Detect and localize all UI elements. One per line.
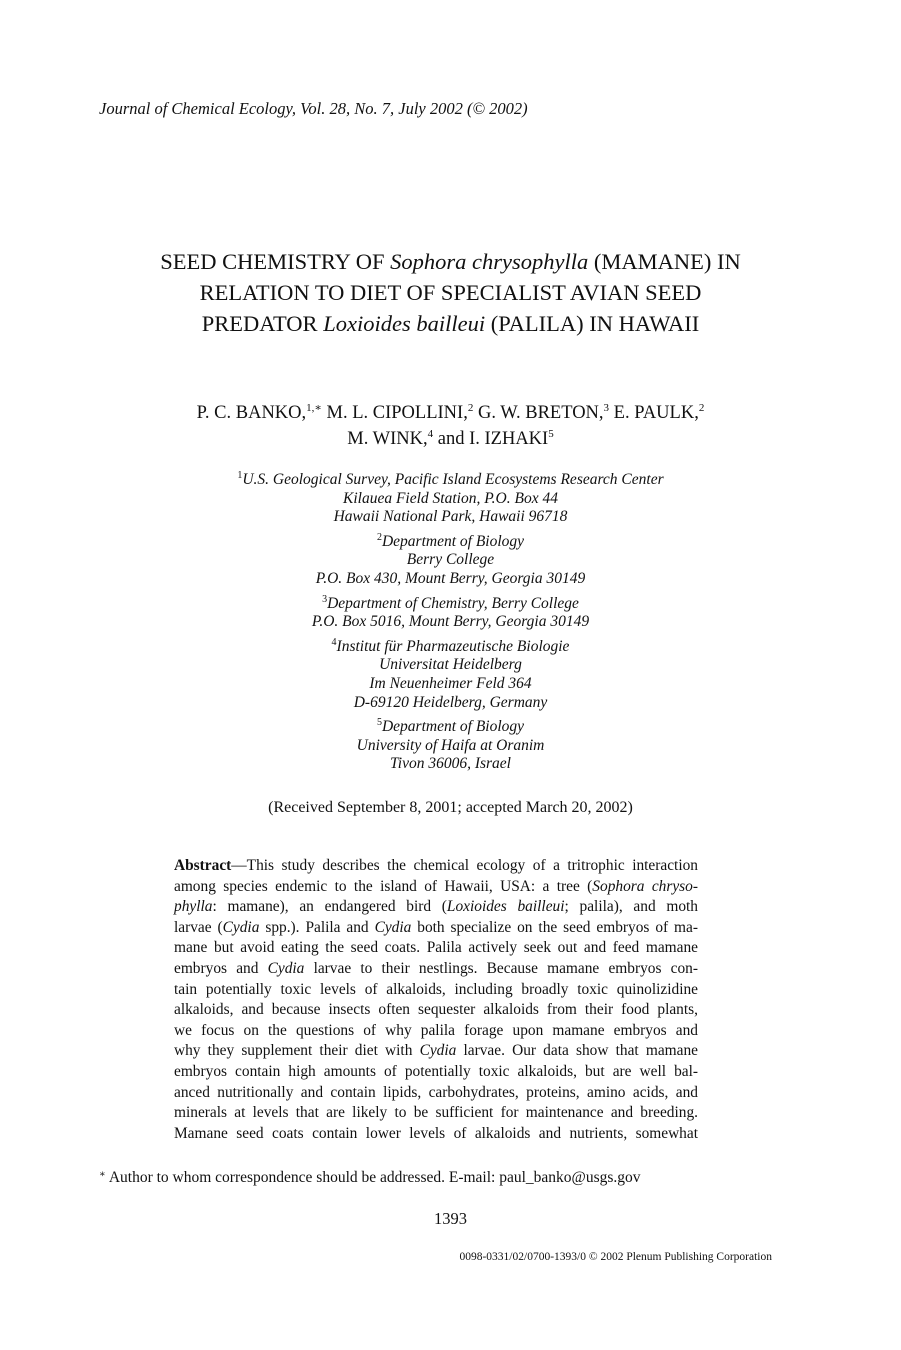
title-line-1 bbox=[60, 246, 841, 277]
abstract-line: Mamane seed coats contain lower levels of alkaloids and nutrients, somewhat bbox=[174, 1124, 698, 1142]
affiliation-text: Institut für Pharmazeutische Biologie bbox=[336, 637, 570, 655]
journal-header: Journal of Chemical Ecology, Vol. 28, No. 7, July 2002 (© 2002) bbox=[99, 99, 528, 118]
footnote-text: Author to whom correspondence should be addressed. E-mail: paul_banko@usgs.gov bbox=[105, 1169, 641, 1186]
abstract-italic: Cydia bbox=[267, 959, 305, 977]
affiliation-line: Tivon 36006, Israel bbox=[390, 755, 511, 773]
title-species: Loxioides bailleui bbox=[323, 311, 486, 336]
author-name: and I. IZHAKI bbox=[433, 429, 549, 449]
abstract-text: why they supplement their diet with bbox=[174, 1042, 420, 1060]
affiliation-line: University of Haifa at Oranim bbox=[356, 736, 545, 754]
page-number: 1393 bbox=[434, 1209, 467, 1228]
title-line-3 bbox=[60, 308, 841, 339]
affiliation-number: 4 bbox=[331, 636, 337, 648]
affiliation-4 bbox=[60, 638, 841, 712]
received-dates: (Received September 8, 2001; accepted March 20, 2002) bbox=[268, 799, 633, 816]
affiliation-3 bbox=[60, 595, 841, 632]
title-text: PREDATOR bbox=[201, 311, 324, 336]
abstract-line bbox=[174, 877, 698, 898]
author-line-1 bbox=[60, 400, 841, 426]
affiliation-line bbox=[60, 471, 841, 490]
affiliation-line: Berry College bbox=[406, 551, 495, 569]
abstract-italic: Cydia bbox=[419, 1042, 457, 1060]
affiliation-number: 2 bbox=[376, 531, 382, 543]
author-name: M. WINK, bbox=[347, 429, 428, 449]
author-name: G. W. BRETON, bbox=[473, 403, 604, 423]
abstract-label: Abstract bbox=[174, 857, 232, 874]
affiliation-line: Hawaii National Park, Hawaii 96718 bbox=[333, 508, 568, 526]
abstract-line: minerals at levels that are likely to be sufficient for maintenance and breeding. bbox=[174, 1104, 698, 1122]
affiliation-line: Im Neuenheimer Feld 364 bbox=[369, 674, 532, 692]
footnote-mark: ∗ bbox=[99, 1169, 106, 1180]
affiliation-1 bbox=[60, 471, 841, 527]
author-line-2 bbox=[60, 426, 841, 452]
affiliations bbox=[60, 471, 841, 780]
title-text: (MAMANE) IN bbox=[588, 249, 741, 274]
affiliation-number: 3 bbox=[322, 593, 328, 605]
author-affil-mark: 1,∗ bbox=[306, 402, 322, 414]
affiliation-number: 1 bbox=[237, 470, 243, 481]
affiliation-line: P.O. Box 5016, Mount Berry, Georgia 30149 bbox=[311, 613, 590, 631]
abstract-italic: Sophora chryso- bbox=[592, 877, 698, 895]
abstract-line: anced nutritionally and contain lipids, carbohydrates, proteins, amino acids, and bbox=[174, 1083, 698, 1101]
abstract-italic: phylla bbox=[174, 898, 213, 916]
author-affil-mark: 4 bbox=[427, 428, 434, 440]
abstract-line: embryos contain high amounts of potentially toxic alkaloids, but are well bal- bbox=[174, 1062, 698, 1080]
title-text: (PALILA) IN HAWAII bbox=[485, 311, 700, 336]
abstract-text: larvae to their nestlings. Because mamane embryos con- bbox=[304, 959, 698, 977]
affiliation-line bbox=[60, 533, 841, 552]
affiliation-2 bbox=[60, 533, 841, 589]
abstract-text: embryos and bbox=[174, 959, 268, 977]
abstract-line bbox=[174, 897, 698, 918]
abstract-line: we focus on the questions of why palila forage upon mamane embryos and bbox=[174, 1021, 698, 1039]
affiliation-text: Department of Biology bbox=[381, 532, 525, 550]
affiliation-line bbox=[60, 638, 841, 657]
author-affil-mark: 2 bbox=[698, 402, 705, 414]
abstract-text: both specialize on the seed embryos of ma- bbox=[411, 918, 698, 936]
abstract-line bbox=[174, 959, 698, 980]
abstract-line: tain potentially toxic levels of alkaloids, including broadly toxic quinolizidine bbox=[174, 980, 698, 998]
abstract-text: spp.). Palila and bbox=[259, 918, 375, 936]
title-species: Sophora chrysophylla bbox=[390, 249, 589, 274]
abstract-text: : mamane), an endangered bird ( bbox=[212, 898, 447, 916]
title-text: SEED CHEMISTRY OF bbox=[160, 249, 391, 274]
abstract-line bbox=[174, 918, 698, 939]
abstract-text: —This study describes the chemical ecology of a tritrophic interaction bbox=[231, 857, 698, 874]
affiliation-line: Kilauea Field Station, P.O. Box 44 bbox=[343, 489, 558, 507]
abstract-text: ; palila), and moth bbox=[564, 898, 699, 916]
author-name: P. C. BANKO, bbox=[196, 403, 307, 423]
abstract-line: mane but avoid eating the seed coats. Palila actively seek out and feed mamane bbox=[174, 939, 698, 957]
affiliation-text: Department of Biology bbox=[381, 718, 525, 736]
affiliation-line: P.O. Box 430, Mount Berry, Georgia 30149 bbox=[315, 569, 586, 587]
affiliation-line bbox=[60, 595, 841, 614]
author-list bbox=[60, 400, 841, 452]
affiliation-line bbox=[60, 718, 841, 737]
abstract-italic: Cydia bbox=[374, 918, 412, 936]
abstract-italic: Cydia bbox=[222, 918, 260, 936]
abstract-line bbox=[174, 1041, 698, 1062]
abstract-italic: Loxioides bailleui bbox=[446, 898, 565, 916]
affiliation-number: 5 bbox=[376, 717, 382, 729]
abstract-line: alkaloids, and because insects often sequester alkaloids from their food plants, bbox=[174, 1001, 698, 1019]
correspondence-footnote bbox=[99, 1169, 641, 1187]
affiliation-text: Department of Chemistry, Berry College bbox=[327, 594, 579, 612]
paper-title bbox=[60, 246, 841, 339]
affiliation-line: Universitat Heidelberg bbox=[379, 656, 522, 674]
title-line-2: RELATION TO DIET OF SPECIALIST AVIAN SEED bbox=[199, 280, 702, 305]
affiliation-5 bbox=[60, 718, 841, 774]
abstract-text: larvae. Our data show that mamane bbox=[456, 1042, 698, 1060]
abstract-text: among species endemic to the island of Hawaii, USA: a tree ( bbox=[174, 877, 593, 895]
author-affil-mark: 5 bbox=[548, 428, 554, 440]
author-affil-mark: 3 bbox=[603, 402, 610, 414]
abstract bbox=[174, 856, 698, 1144]
affiliation-text: U.S. Geological Survey, Pacific Island Ecosystems Research Center bbox=[242, 471, 664, 488]
abstract-text: larvae ( bbox=[174, 918, 223, 936]
affiliation-line: D-69120 Heidelberg, Germany bbox=[353, 693, 548, 711]
author-name: M. L. CIPOLLINI, bbox=[321, 403, 468, 423]
abstract-line bbox=[174, 856, 698, 877]
copyright-line: 0098-0331/02/0700-1393/0 © 2002 Plenum Publishing Corporation bbox=[459, 1251, 772, 1263]
author-affil-mark: 2 bbox=[467, 402, 474, 414]
author-name: E. PAULK, bbox=[609, 403, 699, 423]
